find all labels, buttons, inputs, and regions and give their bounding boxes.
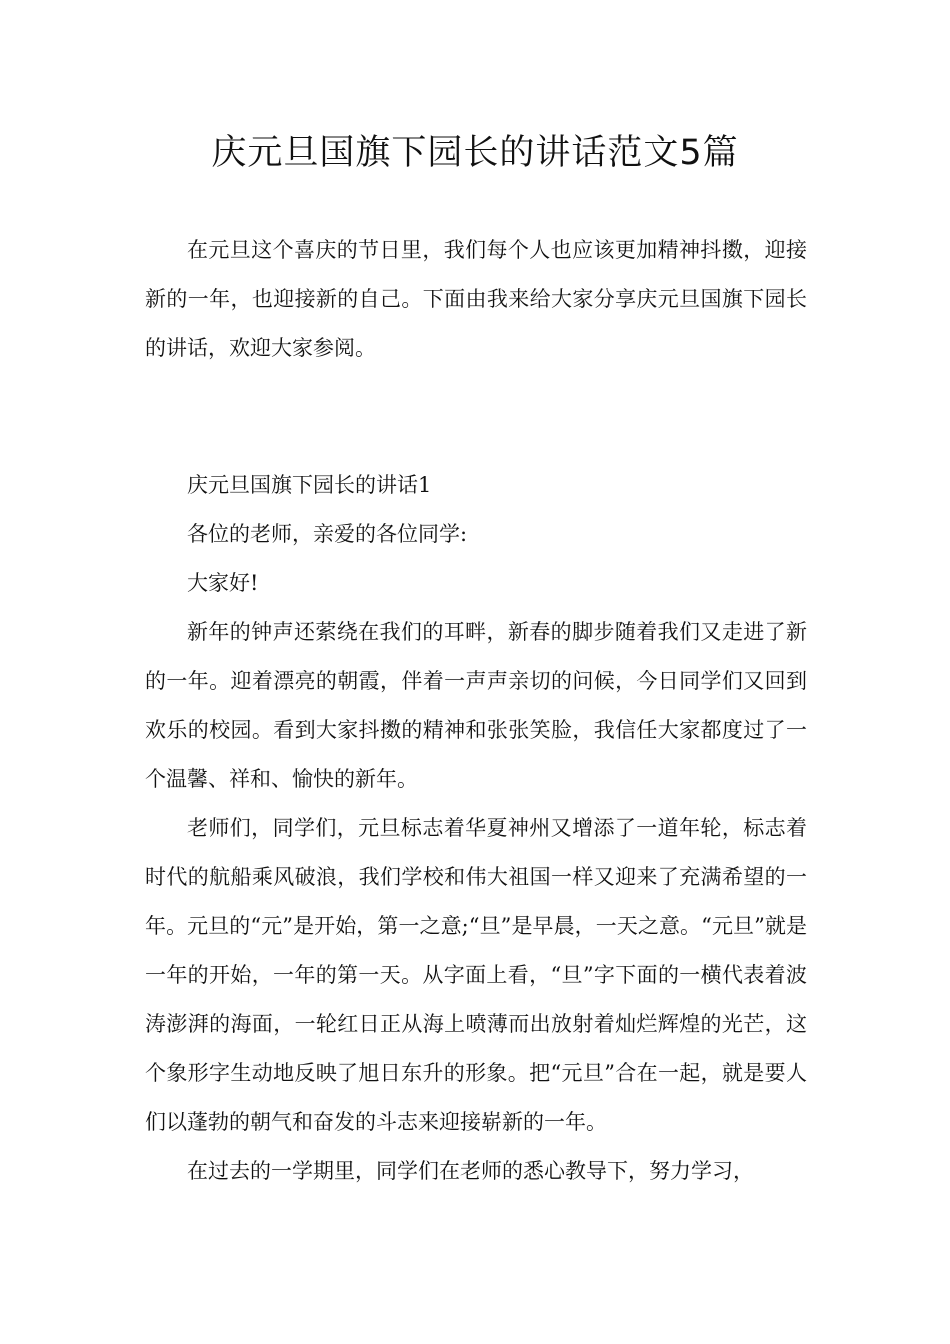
body-paragraph: 新年的钟声还萦绕在我们的耳畔，新春的脚步随着我们又走进了新的一年。迎着漂亮的朝霞，伴着一声声亲切的问候，今日同学们又回到欢乐的校园。看到大家抖擞的精神和张张笑脸，我信任大家都度过了一个温馨、祥和、愉快的新年。 [145, 620, 807, 791]
section-spacer [145, 373, 807, 422]
intro-paragraph: 在元旦这个喜庆的节日里，我们每个人也应该更加精神抖擞，迎接新的一年，也迎接新的自己。下面由我来给大家分享庆元旦国旗下园长的讲话，欢迎大家参阅。 [145, 238, 807, 360]
section-gap [145, 422, 807, 461]
document-body [145, 226, 807, 1196]
section-heading: 庆元旦国旗下园长的讲话1 [187, 473, 432, 497]
greeting: 大家好! [187, 571, 259, 595]
body-paragraph: 在过去的一学期里，同学们在老师的悉心教导下，努力学习， [187, 1159, 754, 1183]
body-paragraph: 老师们，同学们，元旦标志着华夏神州又增添了一道年轮，标志着时代的航船乘风破浪，我们学校和伟大祖国一样又迎来了充满希望的一年。元旦的“元”是开始，第一之意;“旦”是早晨，一天之意。“元旦”就是一年的开始，一年的第一天。从字面上看，“旦”字下面的一横代表着波涛澎湃的海面，一轮红日正从海上喷薄而出放射着灿烂辉煌的光芒，这个象形字生动地反映了旭日东升的形象。把“元旦”合在一起，就是要人们以蓬勃的朝气和奋发的斗志来迎接崭新的一年。 [145, 816, 807, 1134]
salutation: 各位的老师，亲爱的各位同学: [187, 522, 468, 546]
document-title: 庆元旦国旗下园长的讲话范文5篇 [211, 133, 739, 173]
